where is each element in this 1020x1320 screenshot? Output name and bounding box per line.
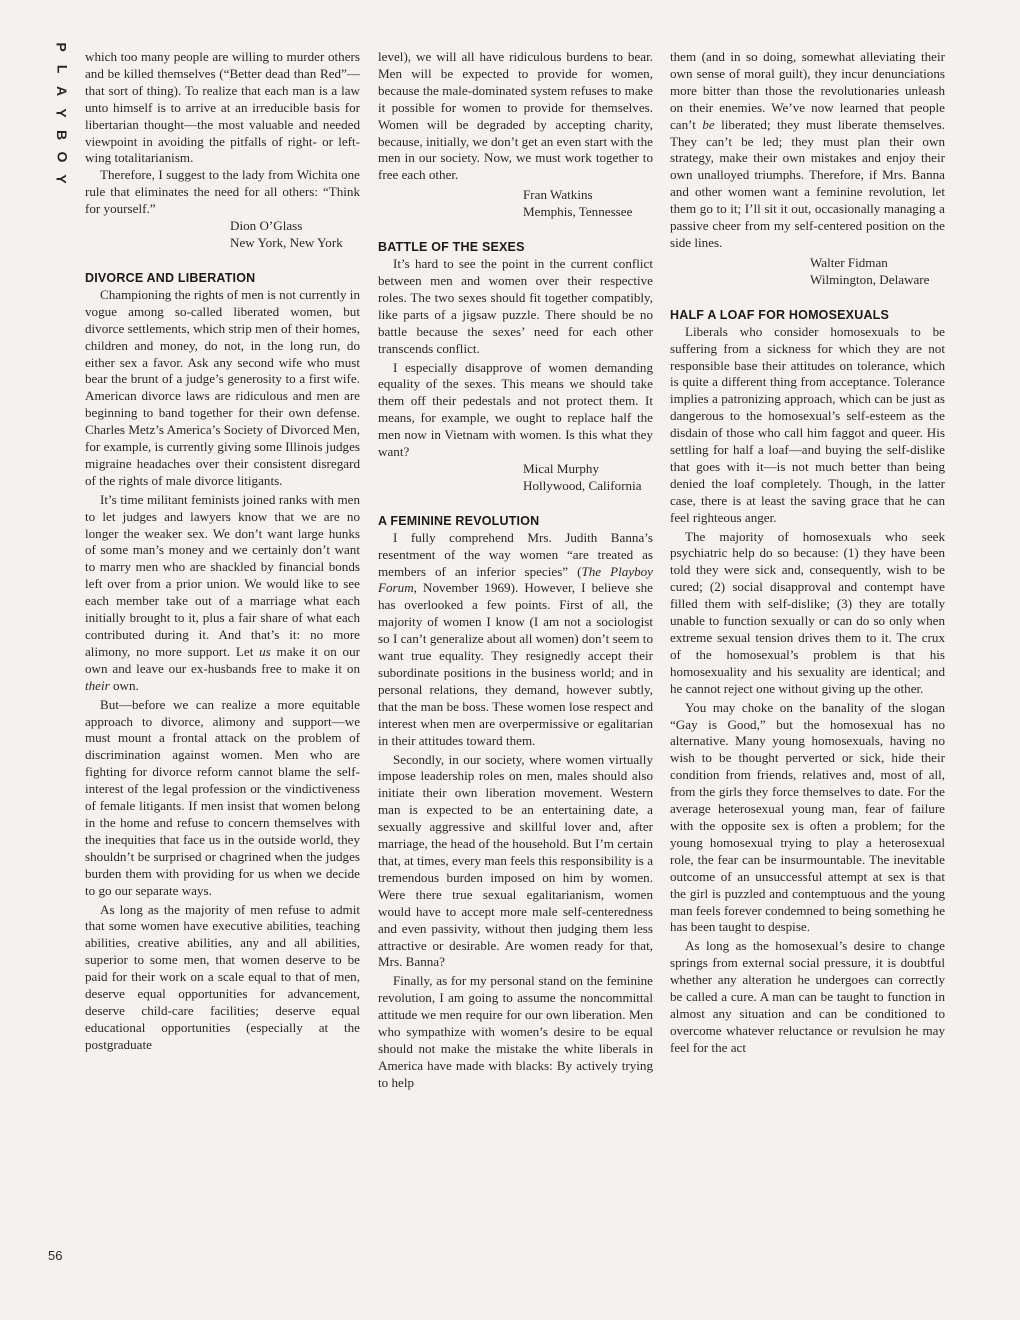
column-2: [378, 49, 653, 1092]
signature-place: Hollywood, California: [523, 477, 642, 493]
column-1: [85, 49, 360, 1054]
signature-name: Mical Murphy: [523, 460, 600, 476]
page-number: 56: [48, 1248, 63, 1263]
letter-paragraph: You may choke on the banality of the slogan “Gay is Good,” but the homosexual has no alternative. Many young homosexuals, having no wish to be thought perverted or sick, hide their condition from friends, relatives and, most of all, from the girls they force themselves to date. For the average heterosexual young man, fear of failure with the opposite sex is often a problem; for the young homosexual trying to play a heterosexual role, the fear can be insurmountable. The inevitable outcome of an unsuccessful attempt at sex is that the girl is puzzled and contemptuous and the young man feels forever condemned to being something he has been taught to despise.: [670, 699, 945, 935]
text-run: liberated; they must liberate themselves. They can’t be led; they must plan their own strategy, make their own mistakes and enjoy their own unalloyed triumphs. Therefore, if Mrs. Banna and other women want a feminine revolution, let them go to it; I’ll sit it out, occasionally managing a passive cheer from my self-centered position on the side lines.: [670, 116, 945, 250]
letter-paragraph: Liberals who consider homosexuals to be suffering from a sickness for which they are not responsible base their attitudes on tolerance, which is quite a different thing from acceptance. Tolerance implies a patronizing approach, which can be just as dangerous to the homosexual’s self-esteem as the disdain of those who call him faggot and queer. His settling for half a loaf—and buying the self-dislike that goes with it—is not much better than being denied the loaf completely. Though, in the latter case, there is at least the saving grace that he can feel righteous anger.: [670, 323, 945, 525]
letter-heading: HALF A LOAF FOR HOMOSEXUALS: [670, 307, 890, 322]
emphasis-text: us: [259, 643, 271, 659]
text-run: It’s time militant feminists joined ranks with men to let judges and lawyers know that we are no longer the weaker sex. We don’t want large hunks of some man’s money and we certainly don’t want to marry men who are shackled by financial bonds left over from a prior union. We would like to see each member take out of a marriage what each initially brought to it, plus a fair share of what each contributed during it. And that’s it: no more alimony, no more support. Let: [85, 491, 360, 659]
magazine-name-vertical: [52, 40, 72, 186]
signature-name: Fran Watkins: [523, 187, 593, 203]
letter-paragraph: The majority of homosexuals who seek psychiatric help do so because: (1) they have been told they were sick and, consequently, wish to be cured; (2) social disapproval and contempt have filled them with self-dislike; (3) they are totally unable to function sexually or can do so only when extreme sexual tension drives them to it. The crux of the homosexual’s problem is that his homosexuality and his sexuality are identical; and he cannot reject one without giving up the other.: [670, 528, 945, 696]
letter-paragraph: [85, 492, 360, 695]
letter-paragraph: which too many people are willing to murder others and be killed themselves (“Better dead than Red”—that sort of thing). To realize that each man is a law unto himself is to arrive at an irreducible basis for libertarian thought—the most valuable and needed viewpoint in avoiding the pitfalls of right- or left-wing totalitarianism.: [85, 49, 360, 166]
emphasis-text: be: [702, 116, 715, 132]
letter-paragraph: Therefore, I suggest to the lady from Wichita one rule that eliminates the need for all others: “Think for yourself.”: [85, 167, 360, 217]
column-3: [670, 49, 945, 1057]
magazine-letter: A: [54, 85, 70, 97]
magazine-letter: Y: [54, 108, 70, 118]
letter-paragraph: I especially disapprove of women demanding equality of the sexes. This means we should take them off their pedestals and not protect them. It means, for example, we ought to replace half the men now in Vietnam with women. Is this what they want?: [378, 359, 653, 460]
letter-paragraph: [670, 49, 945, 252]
letter-heading: DIVORCE AND LIBERATION: [85, 270, 256, 285]
signature-place: Wilmington, Delaware: [810, 271, 930, 287]
letter-paragraph: As long as the homosexual’s desire to change springs from external social pressure, it is doubtful whether any alteration he undergoes can correctly be called a cure. A man can be taught to function in almost any situation and can be conditioned to overcome whatever reluctance or revulsion he may feel for the act: [670, 938, 945, 1055]
letter-paragraph: [378, 530, 653, 750]
letter-paragraph: But—before we can realize a more equitable approach to divorce, alimony and support—we must mount a frontal attack on the problem of discrimination against women. Men who are fighting for divorce reform cannot blame the self-interest of the legal profession or the vindictiveness of female litigants. If men insist that women belong in the home and refuse to concern themselves with the inequities that face us in the outside world, they shouldn’t be surprised or chagrined when the judges burden them with providing for us when we decide to go our separate ways.: [85, 696, 360, 898]
letter-paragraph: It’s hard to see the point in the current conflict between men and women over their respective roles. The two sexes should fit together compatibly, like parts of a jigsaw puzzle. There should be no battle because the sexes’ need for each other transcends conflict.: [378, 256, 653, 356]
signature-place: Memphis, Tennessee: [523, 204, 633, 220]
letter-heading: A FEMININE REVOLUTION: [378, 513, 540, 528]
letter-paragraph: Secondly, in our society, where women virtually impose leadership roles on men, males should also initiate their own liberation movement. Western man is expected to be an entertaining date, a sexually aggressive and skillful lover and, after marriage, the head of the household. But I’m certain that, at times, every man feels this responsibility is a tremendous burden imposed on him by women. Were there true sexual egalitarianism, women would have to accept more male self-centeredness and even passivity, without then judging them less attractive or desirable. Are women ready for that, Mrs. Banna?: [378, 751, 653, 970]
letter-paragraph: Championing the rights of men is not currently in vogue among so-called liberated women, but divorce settlements, which strip men of their homes, children and money, do not, in the long run, do either sex a favor. Ask any second wife who must bear the brunt of a judge’s generosity to a first wife. American divorce laws are ridiculous and men are beginning to band together for their own defense. Charles Metz’s America’s Society of Divorced Men, for example, is currently giving some Illinois judges migraine headaches over their consistent disregard of the rights of male divorce litigants.: [85, 286, 360, 488]
signature-name: Walter Fidman: [810, 254, 888, 270]
letter-paragraph: As long as the majority of men refuse to admit that some women have executive abilities, teaching abilities, creative abilities, any and all abilities, superior to some men, that women deserve to be paid for their work on a scale equal to that of men, deserve equal opportunities for advancement, deserve child-care facilities; deserve equal educational opportunities (especially at the postgraduate: [85, 901, 360, 1052]
letter-paragraph: level), we will all have ridiculous burdens to bear. Men will be expected to provide for women, because the male-dominated system refuses to make it possible for women to provide for themselves. Women will be degraded by accepting charity, because, initially, we don’t get an even start with the men in our society. Now, we must work together to free each other.: [378, 49, 653, 183]
letter-heading: BATTLE OF THE SEXES: [378, 240, 525, 255]
signature-name: Dion O’Glass: [230, 218, 303, 234]
text-run: own.: [109, 677, 139, 693]
magazine-letter: Y: [54, 174, 70, 184]
magazine-letter: O: [53, 151, 70, 163]
letter-paragraph: Finally, as for my personal stand on the feminine revolution, I am going to assume the noncommittal attitude we men require for our own liberation. Men who sympathize with women’s desire to be equal should not make the mistake the white liberals in America have made with blacks: By actively trying to help: [378, 973, 653, 1090]
text-run: make it on our own and leave our ex-husbands free to make it on: [85, 643, 360, 676]
magazine-letter: B: [54, 129, 70, 141]
emphasis-text: their: [85, 677, 110, 693]
text-run: , November 1969). However, I believe she has overlooked a few points. First of all, the majority of women I know (I am not a sociologist so I can’t generalize about all women) don’t seem to want true equality. They resignedly accept their subordinate positions in the business world; and in personal relations, they demand, however subtly, that the man be boss. These women lose respect and interest when men are overpermissive or egalitarian in their attitudes toward them.: [378, 580, 653, 748]
text-run: I fully comprehend Mrs. Judith Banna’s resentment of the way women “are treated as members of an inferior species” (: [378, 529, 653, 579]
magazine-letter: L: [54, 64, 70, 74]
emphasis-text: The Playboy Forum: [378, 563, 653, 596]
magazine-letter: P: [54, 42, 70, 52]
text-run: them (and in so doing, somewhat alleviating their own sense of moral guilt), they incur denunciations more bitter than those the revolutionaries unleash on their enemies. We’ve now learned that people can’t: [670, 49, 945, 132]
signature-place: New York, New York: [230, 234, 343, 250]
